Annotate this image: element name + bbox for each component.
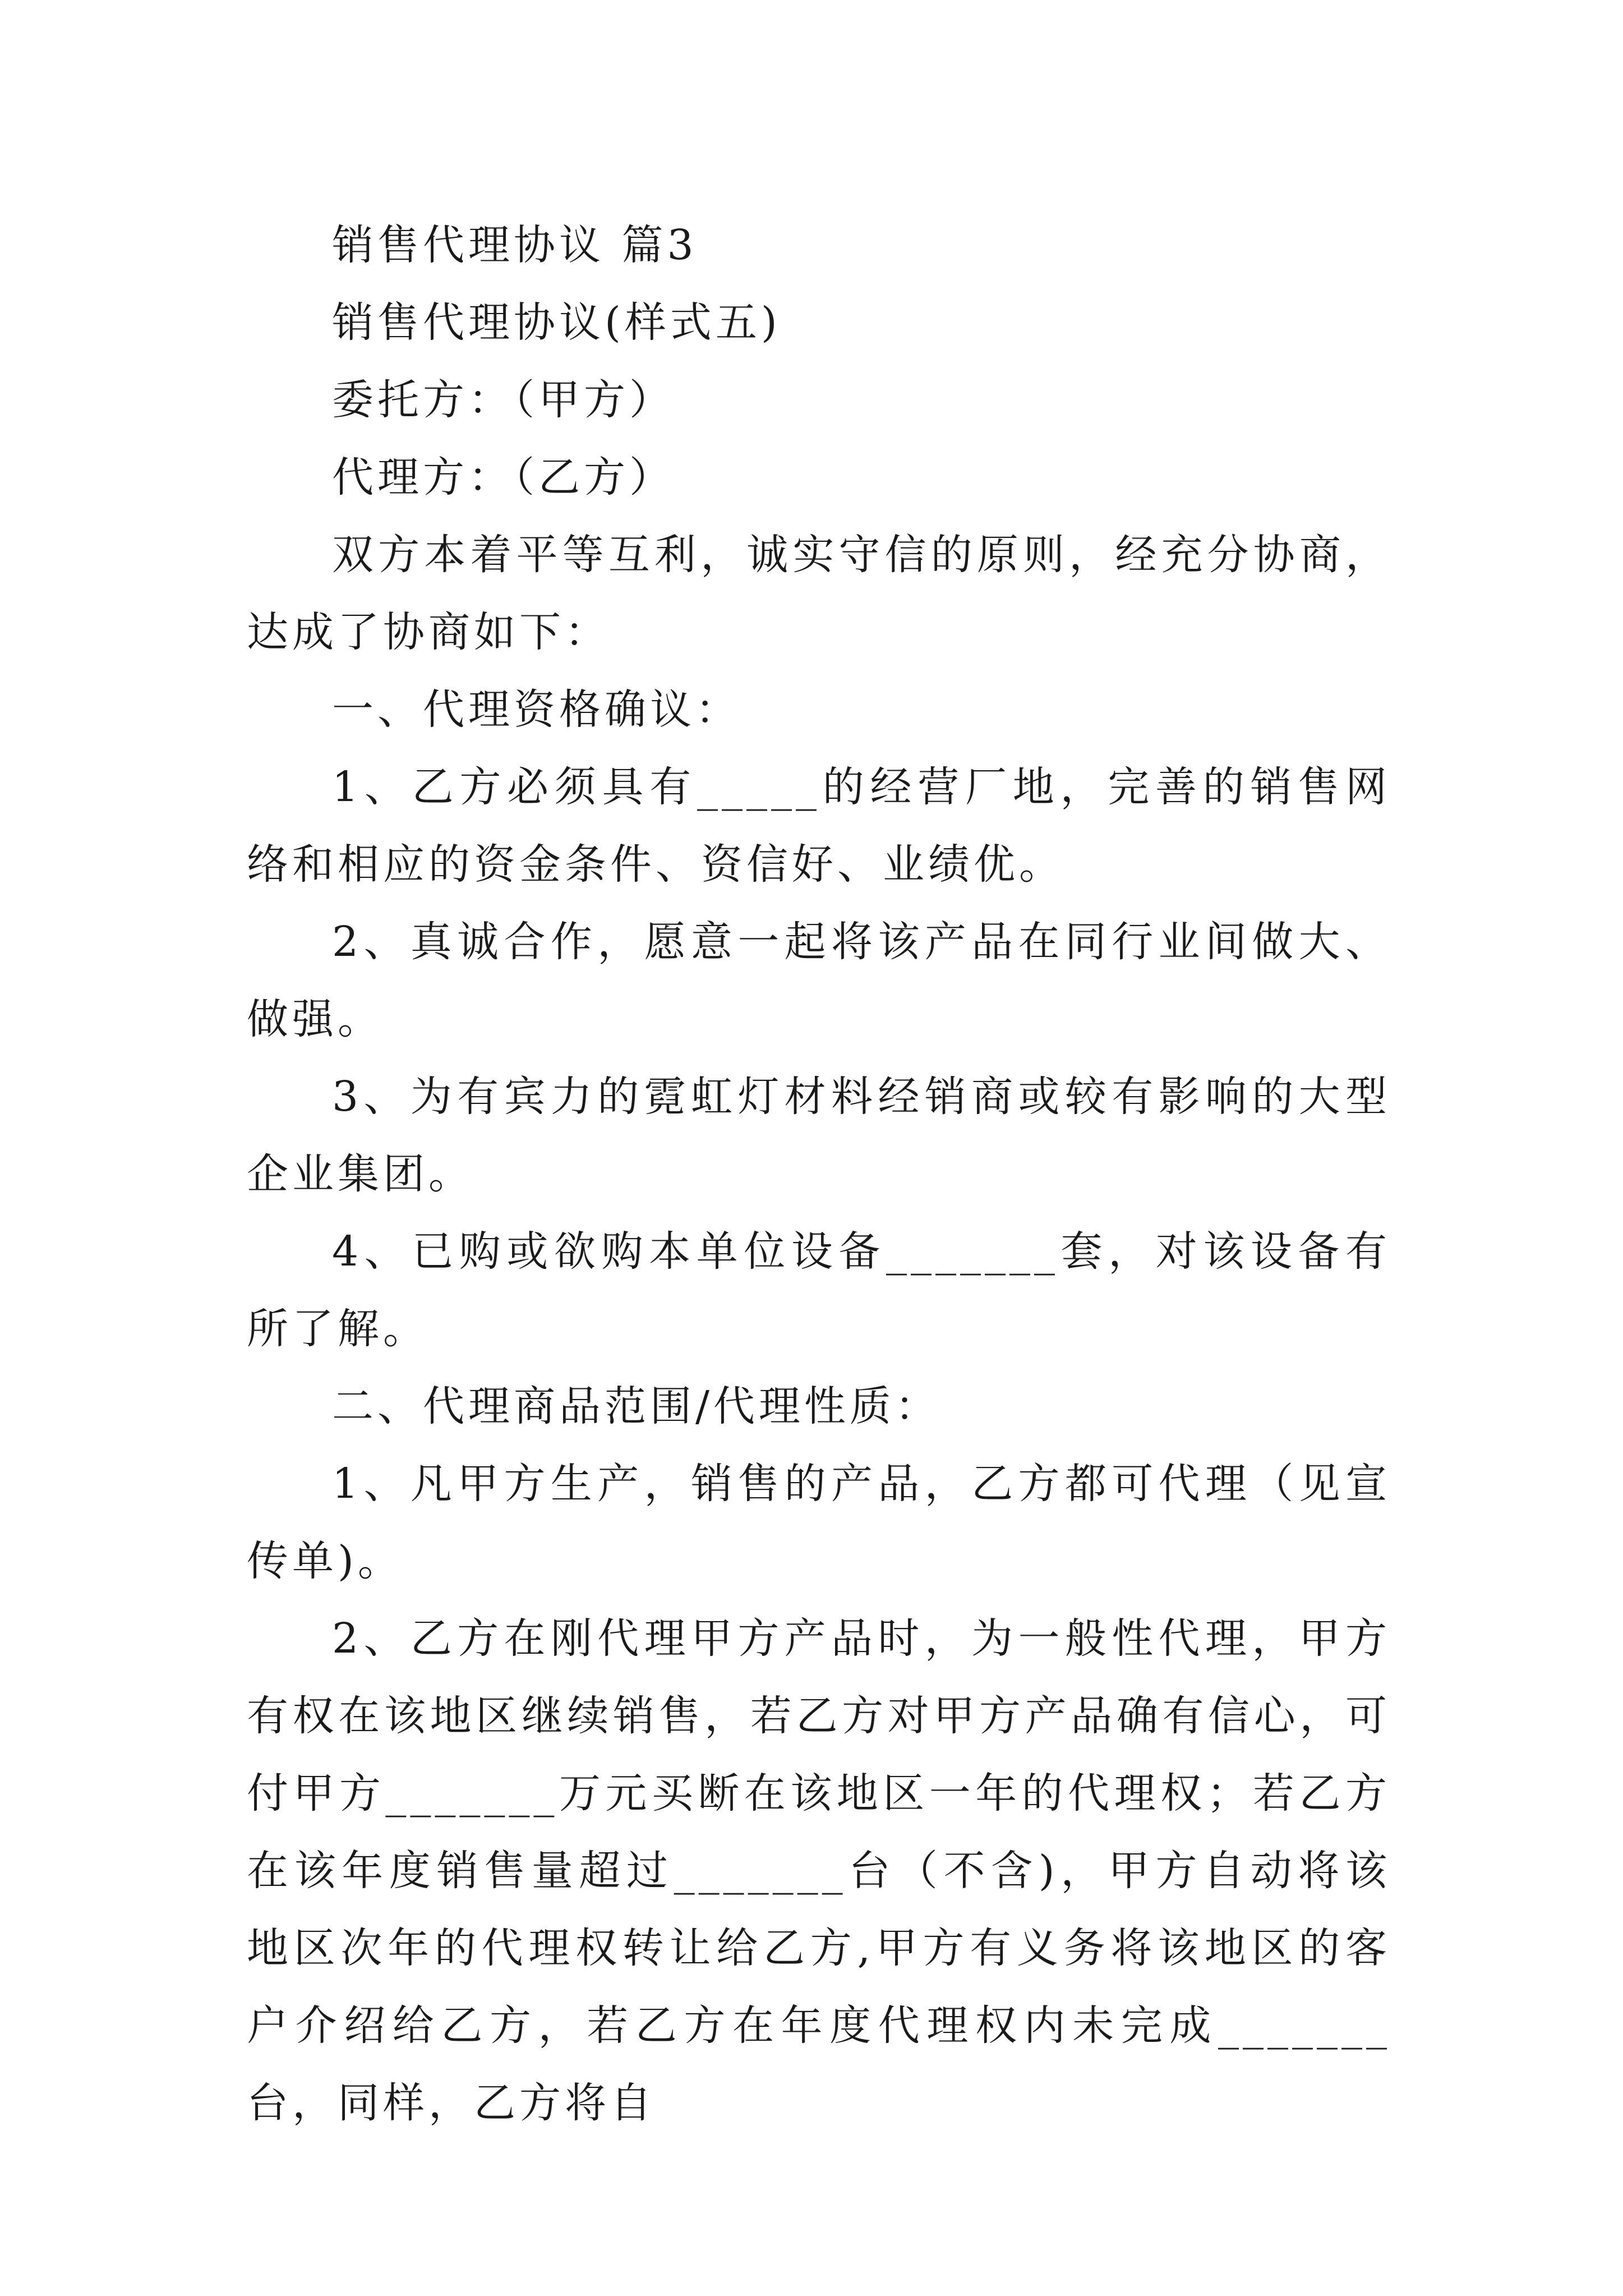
preamble-paragraph: 双方本着平等互利，诚实守信的原则，经充分协商，达成了协商如下：	[247, 531, 1391, 656]
section-1-heading: 一、代理资格确议：	[332, 685, 741, 734]
document-subtitle: 销售代理协议(样式五)	[332, 298, 781, 347]
section-2-heading: 二、代理商品范围/代理性质：	[332, 1382, 940, 1430]
section-1-item-3: 3、为有宾力的霓虹灯材料经销商或较有影响的大型企业集团。	[247, 1073, 1391, 1198]
document-body	[247, 206, 1391, 2142]
section-1-item-1: 1、乙方必须具有_____的经营厂地，完善的销售网络和相应的资金条件、资信好、业绩优。	[247, 763, 1391, 889]
document-title: 销售代理协议 篇3	[332, 221, 698, 269]
party-b-line: 代理方：（乙方）	[332, 453, 675, 501]
section-1-item-4: 4、已购或欲购本单位设备_______套，对该设备有所了解。	[247, 1227, 1391, 1353]
section-2-item-2: 2、乙方在刚代理甲方产品时，为一般性代理，甲方有权在该地区继续销售，若乙方对甲方产品确有信心，可付甲方_______万元买断在该地区一年的代理权；若乙方在该年度销售量超过_______台（不含)，甲方自动将该地区次年的代理权转让给乙方,甲方有义务将该地区的客户介绍给乙方，若乙方在年度代理权内未完成_______台，同样，乙方将自	[247, 1614, 1391, 2127]
section-2-item-1: 1、凡甲方生产，销售的产品，乙方都可代理（见宣传单)。	[247, 1460, 1391, 1585]
section-1-item-2: 2、真诚合作，愿意一起将该产品在同行业间做大、做强。	[247, 918, 1391, 1043]
party-a-line: 委托方：（甲方）	[332, 376, 675, 424]
